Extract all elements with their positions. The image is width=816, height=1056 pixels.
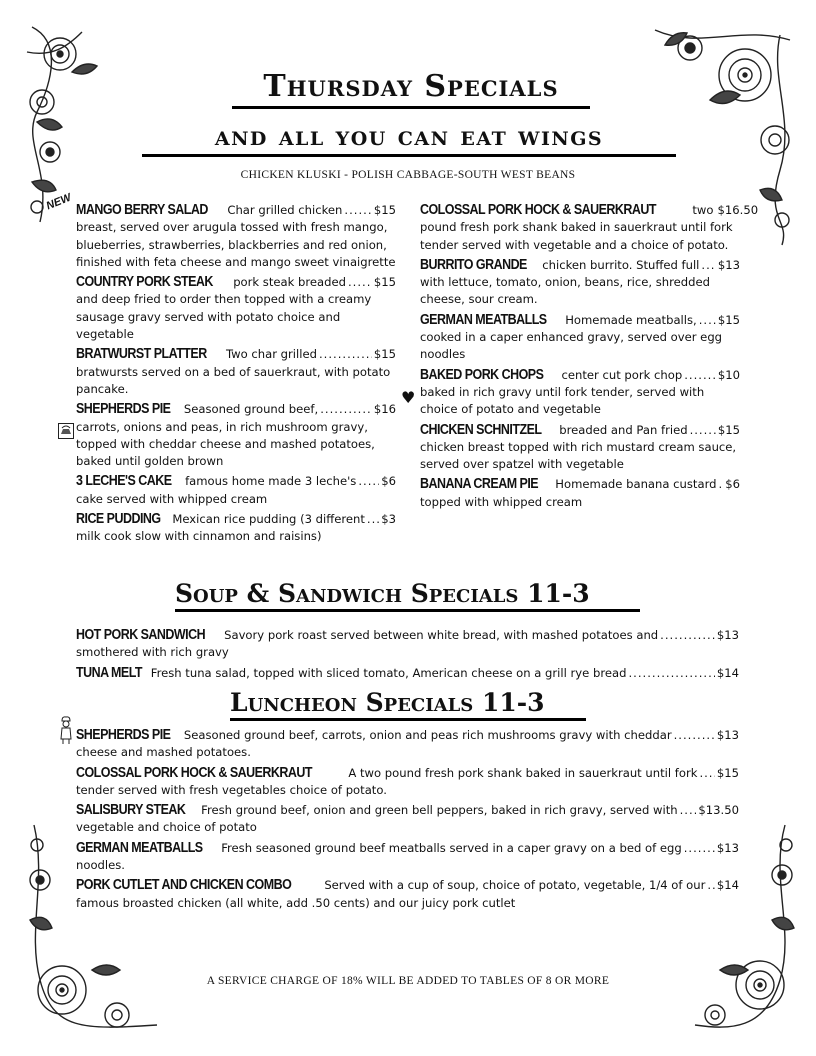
menu-item-description-continued: noodles.	[76, 858, 125, 873]
soup-sandwich-section-title: Soup & Sandwich Specials 11-3	[175, 579, 640, 612]
menu-item-price: $10	[717, 367, 740, 382]
menu-item	[76, 765, 739, 800]
menu-item-name: TUNA MELT	[76, 664, 143, 681]
menu-item	[76, 802, 739, 837]
menu-item-name: GERMAN MEATBALLS	[420, 311, 547, 328]
menu-item-price: $13	[716, 628, 739, 642]
menu-item-price: $13	[716, 728, 739, 742]
menu-item-price: $6	[725, 477, 740, 492]
menu-item-name: MANGO BERRY SALAD	[76, 202, 208, 218]
leader-dots	[674, 727, 715, 744]
menu-item-name: COUNTRY PORK STEAK	[76, 274, 213, 291]
menu-item-description: Fresh tuna salad, topped with sliced tomato, American cheese on a grill rye bread	[150, 665, 627, 680]
menu-item-description: Two char grilled	[225, 347, 317, 362]
menu-item-description-continued: cooked in a caper enhanced gravy, served over egg noodles	[420, 330, 723, 362]
menu-item-description: Seasoned ground beef,	[183, 402, 319, 417]
menu-item-name: PORK CUTLET AND CHICKEN COMBO	[76, 877, 292, 894]
menu-item-name: BURRITO GRANDE	[420, 256, 527, 273]
menu-item-description-continued: cake served with whipped cream	[76, 491, 268, 506]
menu-item-price: $15	[717, 312, 740, 327]
menu-item-name: SALISBURY STEAK	[76, 802, 186, 819]
leader-dots	[699, 765, 714, 782]
menu-item-price: $13	[717, 257, 740, 272]
leader-dots	[319, 346, 372, 363]
leader-dots	[690, 422, 716, 439]
menu-item-name: BAKED PORK CHOPS	[420, 366, 544, 383]
menu-item	[76, 627, 739, 662]
menu-item	[76, 346, 396, 398]
left-menu-column	[76, 202, 396, 549]
leader-dots	[348, 274, 372, 291]
menu-item	[76, 840, 739, 875]
leader-dots	[358, 473, 379, 490]
leader-dots	[628, 665, 714, 682]
menu-item	[420, 422, 740, 474]
leader-dots	[719, 476, 724, 493]
menu-item-name: GERMAN MEATBALLS	[76, 839, 203, 856]
luncheon-list	[76, 727, 739, 915]
leader-dots	[684, 367, 716, 384]
menu-item-price: $16	[373, 402, 396, 417]
menu-item-description: Seasoned ground beef, carrots, onion and peas rich mushrooms gravy with cheddar	[183, 728, 672, 742]
heart-icon: ♥	[401, 388, 416, 407]
menu-item-description: breaded and Pan fried	[559, 422, 688, 437]
menu-item-price: $14	[716, 665, 739, 680]
menu-item-description: Mexican rice pudding (3 different	[172, 512, 365, 527]
menu-item-description-continued: pound fresh pork shank baked in sauerkraut until fork tender served with vegetable and a choice of potato.	[420, 220, 733, 252]
menu-item-description: Served with a cup of soup, choice of potato, vegetable, 1/4 of our	[324, 878, 706, 893]
menu-item-description-continued: bratwursts served on a bed of sauerkraut, with potato pancake.	[76, 364, 391, 396]
menu-item-name: BANANA CREAM PIE	[420, 476, 539, 493]
menu-item-description: Fresh seasoned ground beef meatballs served in a caper gravy on a bed of egg	[221, 840, 682, 855]
menu-item-description: Homemade meatballs,	[565, 312, 697, 327]
leader-dots	[707, 877, 715, 894]
menu-item-description-continued: vegetable and choice of potato	[76, 820, 257, 835]
menu-item-description-continued: cheese and mashed potatoes.	[76, 745, 251, 760]
leader-dots	[680, 802, 697, 819]
menu-item	[76, 202, 396, 271]
menu-item-description-continued: smothered with rich gravy	[76, 645, 229, 660]
menu-item	[420, 476, 740, 511]
menu-item-name: BRATWURST PLATTER	[76, 346, 207, 363]
menu-item-price: $15	[716, 765, 739, 780]
menu-item-description: chicken burrito. Stuffed full	[542, 257, 700, 272]
menu-item	[76, 727, 739, 762]
chef-icon	[58, 715, 74, 745]
menu-item-description-continued: tender served with fresh vegetables choice of potato.	[76, 782, 387, 797]
menu-item-description-continued: milk cook slow with cinnamon and raisins)	[76, 529, 322, 544]
menu-item-description-continued: breast, served over arugula tossed with fresh mango, blueberries, strawberries, blackberries and red onion, finished with feta cheese and mango sweet vinaigrette	[76, 220, 396, 269]
menu-item-description-continued: baked in rich gravy until fork tender, served with choice of potato and vegetable	[420, 384, 705, 417]
menu-item	[76, 473, 396, 508]
soup-sandwich-list	[76, 627, 739, 685]
menu-item	[420, 257, 740, 309]
leader-dots	[684, 840, 715, 857]
leader-dots	[660, 627, 715, 644]
menu-item-description: two	[692, 203, 714, 217]
menu-item-description-continued: topped with whipped cream	[420, 494, 583, 509]
menu-item-description: Homemade banana custard	[555, 477, 717, 492]
service-charge-note: A SERVICE CHARGE OF 18% WILL BE ADDED TO TABLES OF 8 OR MORE	[206, 975, 610, 987]
menu-item-description: famous home made 3 leche's	[185, 474, 357, 489]
menu-item-price: $15	[373, 275, 396, 290]
page-title: Thursday Specials	[232, 70, 590, 109]
leader-dots	[344, 202, 371, 219]
menu-item-price: $3	[381, 512, 396, 527]
menu-item-name: SHEPHERDS PIE	[76, 727, 171, 743]
menu-item-price: $13	[716, 840, 739, 855]
leader-dots	[367, 511, 379, 528]
menu-item-description: Savory pork roast served between white bread, with mashed potatoes and	[224, 628, 659, 642]
menu-item-description: Char grilled chicken	[227, 203, 343, 217]
menu-item-description-continued: carrots, onions and peas, in rich mushroom gravy, topped with cheddar cheese and mashed potatoes, baked until golden brown	[76, 419, 375, 469]
menu-item-price: $15	[373, 347, 396, 362]
menu-item	[76, 401, 396, 470]
menu-item-price: $15	[717, 422, 740, 437]
page-subtitle: and all you can eat wings	[142, 120, 676, 157]
menu-item-price: $13.50	[698, 803, 739, 818]
menu-item-description: pork steak breaded	[233, 275, 346, 290]
menu-item-price: $6	[381, 474, 396, 489]
menu-item-name: SHEPHERDS PIE	[76, 401, 171, 418]
new-badge: NEW	[44, 191, 73, 213]
menu-item-description-continued: famous broasted chicken (all white, add .50 cents) and our juicy pork cutlet	[76, 895, 516, 910]
menu-item-description-continued: and deep fried to order then topped with a creamy sausage gravy served with potato choice and vegetable	[76, 292, 372, 342]
menu-item-name: COLOSSAL PORK HOCK & SAUERKRAUT	[76, 764, 312, 781]
menu-item-price: $16.50	[717, 203, 759, 217]
menu-item-name: RICE PUDDING	[76, 511, 161, 528]
menu-item-description: A two pound fresh pork shank baked in sauerkraut until fork	[348, 765, 698, 780]
menu-item	[420, 367, 740, 419]
menu-item-name: CHICKEN SCHNITZEL	[420, 421, 542, 438]
menu-item-price: $14	[716, 878, 739, 893]
menu-item-name: HOT PORK SANDWICH	[76, 627, 206, 643]
menu-item	[420, 312, 740, 364]
menu-item	[76, 274, 396, 343]
menu-item-description-continued: with lettuce, tomato, onion, beans, rice, shredded cheese, sour cream.	[420, 275, 710, 307]
pie-icon	[58, 423, 74, 439]
menu-item	[76, 511, 396, 546]
menu-item-description-continued: chicken breast topped with rich mustard cream sauce, served over spatzel with vegetable	[420, 439, 737, 472]
menu-item-description: center cut pork chop	[561, 367, 683, 382]
menu-item	[76, 877, 739, 912]
side-dishes-line: CHICKEN KLUSKI - POLISH CABBAGE-SOUTH WEST BEANS	[240, 169, 576, 181]
menu-item-description: Fresh ground beef, onion and green bell peppers, baked in rich gravy, served with	[201, 803, 678, 818]
menu-item-name: 3 LECHE'S CAKE	[76, 473, 172, 490]
luncheon-section-title: Luncheon Specials 11-3	[230, 688, 586, 721]
menu-item-price: $15	[373, 203, 396, 217]
leader-dots	[701, 257, 715, 274]
right-menu-column	[420, 202, 759, 514]
leader-dots	[320, 401, 372, 418]
menu-item	[420, 202, 759, 254]
menu-item	[76, 665, 739, 682]
menu-item-name: COLOSSAL PORK HOCK & SAUERKRAUT	[420, 202, 656, 218]
leader-dots	[699, 312, 716, 329]
